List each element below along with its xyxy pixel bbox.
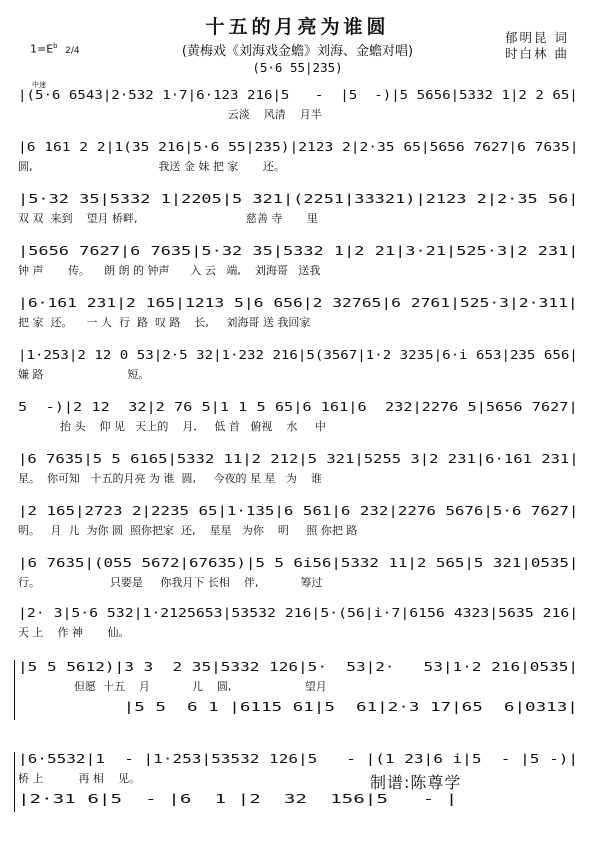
notation-line: |(5·6 6543|2·532 1·7|6·123 216|5 - |5 -)|5 5656|5332 1|2 2 65| [18,88,578,102]
credits [505,30,569,62]
notation-line: |2·31 6|5 - |6 1 |2 32 156|5 - | [18,792,458,806]
lyric-line: 天 上 作 神 仙。 [18,626,130,639]
lyric-line: 圆, 我送 金 妹 把 家 还。 [18,160,285,173]
lyric-line: 把 家 还。 一 人 行 路 叹 路 长, 刘海哥 送 我回家 [18,316,311,329]
notation-line: |1·253|2 12 0 53|2·5 32|1·232 216|5(3567|1·2 3235|6·i 653|235 656| [18,348,578,362]
lyric-line: 行。 只要是 你我月下 长相 伴, 筹过 [18,576,323,589]
system-bracket [14,660,15,720]
lyric-line: 但愿 十五 月 儿 圆, 望月 [18,680,327,693]
notation-line: |2 165|2723 2|2235 65|1·135|6 561|6 232|2276 5676|5·6 7627| [18,504,579,518]
tempo-mark: 中速 [32,81,46,89]
lyric-line: 明。 月 儿 为你 圆 照你把家 还, 星星 为你 明 照 你把 路 [18,524,358,537]
notation-line: |5·32 35|5332 1|2205|5 321|(2251|33321)|2123 2|2·35 56| [18,192,579,206]
time-signature: 2/4 [65,45,80,56]
composer: 时白林 曲 [505,46,569,61]
key-flat: b [53,42,58,50]
notation-line: |6 161 2 2|1(35 216|5·6 55|235)|2123 2|2·35 65|5656 7627|6 7635| [18,140,579,154]
song-subtitle: (黄梅戏《刘海戏金蟾》刘海、金蟾对唱) [181,44,414,59]
key-label: 1=E [30,42,54,56]
notation-line: |2· 3|5·6 532|1·2125653|53532 216|5·(56|i·7|6156 4323|5635 216| [18,606,579,620]
lyric-line: 嫌 路 短。 [18,368,150,381]
lyric-line: 抬 头 仰 见 天上的 月, 低 首 俯视 水 中 [18,420,326,433]
lyric-line: 云淡 风清 月半 [18,108,322,121]
notation-line: |5 5 6 1 |6115 61|5 61|2·3 17|65 6|0313| [18,700,578,714]
key-signature [30,42,80,56]
system-bracket [14,752,15,812]
lyric-line: 桥 上 再 相 见。 [18,772,140,785]
notation-line: |6 7635|5 5 6165|5332 11|2 212|5 321|5255 3|2 231|6·161 231| [18,452,579,466]
notation-line: |5 5 5612)|3 3 2 35|5332 126|5· 53|2· 53|1·2 216|0535| [18,660,579,674]
engraver-credit: 制谱:陈尊学 [370,773,462,792]
lyric-line: 双 双 来到 望月 桥畔, 慈善 寺 里 [18,212,318,225]
notation-line: |6 7635|(055 5672|67635)|5 5 6i56|5332 11|2 565|5 321|0535| [18,556,579,570]
intro-phrase: (5·6 55|235) [252,60,343,75]
notation-line: 5 -)|2 12 32|2 76 5|1 1 5 65|6 161|6 232|2276 5|5656 7627| [18,400,578,414]
lyricist: 郁明昆 词 [505,30,569,45]
notation-line: |6·161 231|2 165|1213 5|6 656|2 32765|6 2761|525·3|2·311| [18,296,578,310]
song-title: 十五的月亮为谁圆 [205,16,390,38]
lyric-line: 星。 你可知 十五的月亮 为 谁 圆, 今夜的 星 星 为 谁 [18,472,322,485]
notation-line: |5656 7627|6 7635|5·32 35|5332 1|2 21|3·21|525·3|2 231| [18,244,579,258]
notation-line: |6·5532|1 - |1·253|53532 126|5 - |(1 23|6 i|5 - |5 -)| [18,752,579,766]
lyric-line: 钟 声 传。 朗 朗 的 钟声 入 云 端, 刘海哥 送我 [18,264,321,277]
